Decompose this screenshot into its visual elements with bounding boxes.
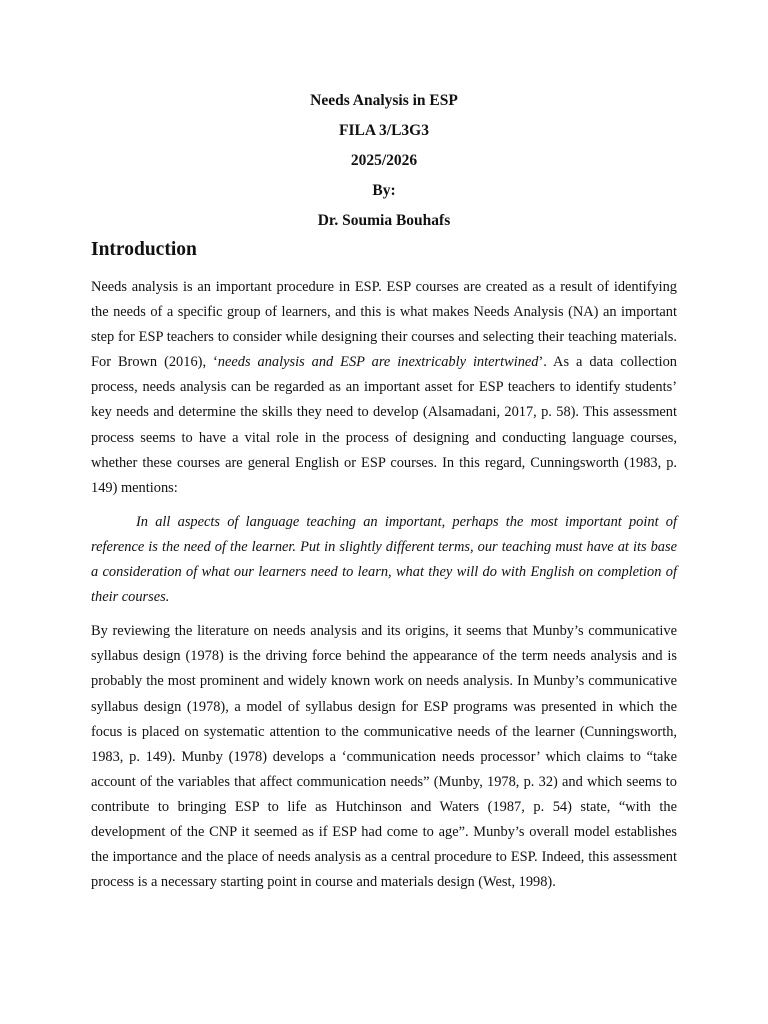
section-heading: Introduction [91, 239, 197, 260]
by-label: By: [372, 182, 396, 199]
course-code: FILA 3/L3G3 [338, 122, 429, 139]
document-title: Needs Analysis in ESP [310, 92, 458, 109]
intro-paragraph [91, 275, 677, 501]
intro-text-part1: Needs analysis is an important procedure in ESP. ESP courses are created as a result of identifying the needs of a specific group of learners, and this is what makes Needs Analysis (NA) an important step for ESP teachers to consider while designing their courses and selecting their teaching materials. For Brown (2016), ‘ [91, 279, 677, 371]
intro-text-part2: ’. As a data collection process, needs analysis can be regarded as an important asset for ESP teachers to identify students’ key needs and determine the skills they need to develop (Alsamadani, 2017, p. 58). This assessment process seems to have a vital role in the process of designing and conducting language courses, whether these courses are general English or ESP courses. In this regard, Cunningsworth (1983, p. 149) mentions: [91, 354, 678, 496]
author-name: Dr. Soumia Bouhafs [317, 212, 451, 229]
body-paragraph: By reviewing the literature on needs analysis and its origins, it seems that Munby’s communicative syllabus design (1978) is the driving force behind the appearance of the term needs analysis and is probably the most prominent and widely known work on needs analysis. In Munby’s communicative syllabus design (1978), a model of syllabus design for ESP programs was presented in which the focus is placed on systematic attention to the communicative needs of the learner (Cunningsworth, 1983, p. 149). Munby (1978) develops a ‘communication needs processor’ which claims to “take account of the variables that affect communication needs” (Munby, 1978, p. 32) and which seems to contribute to bringing ESP to life as Hutchinson and Waters (1987, p. 54) state, “with the development of the CNP it seemed as if ESP had come to age”. Munby’s overall model establishes the importance and the place of needs analysis as a central procedure to ESP. Indeed, this assessment process is a necessary starting point in course and materials design (West, 1998). [91, 623, 677, 891]
intro-italic-quote: needs analysis and ESP are inextricably intertwined [217, 354, 539, 371]
academic-year: 2025/2026 [350, 152, 418, 169]
title-block [91, 86, 677, 236]
block-quote: In all aspects of language teaching an important, perhaps the most important point of reference is the need of the learner. Put in slightly different terms, our teaching must have at its base a consideration of what our learners need to learn, what they will do with English on completion of their courses. [91, 513, 677, 606]
